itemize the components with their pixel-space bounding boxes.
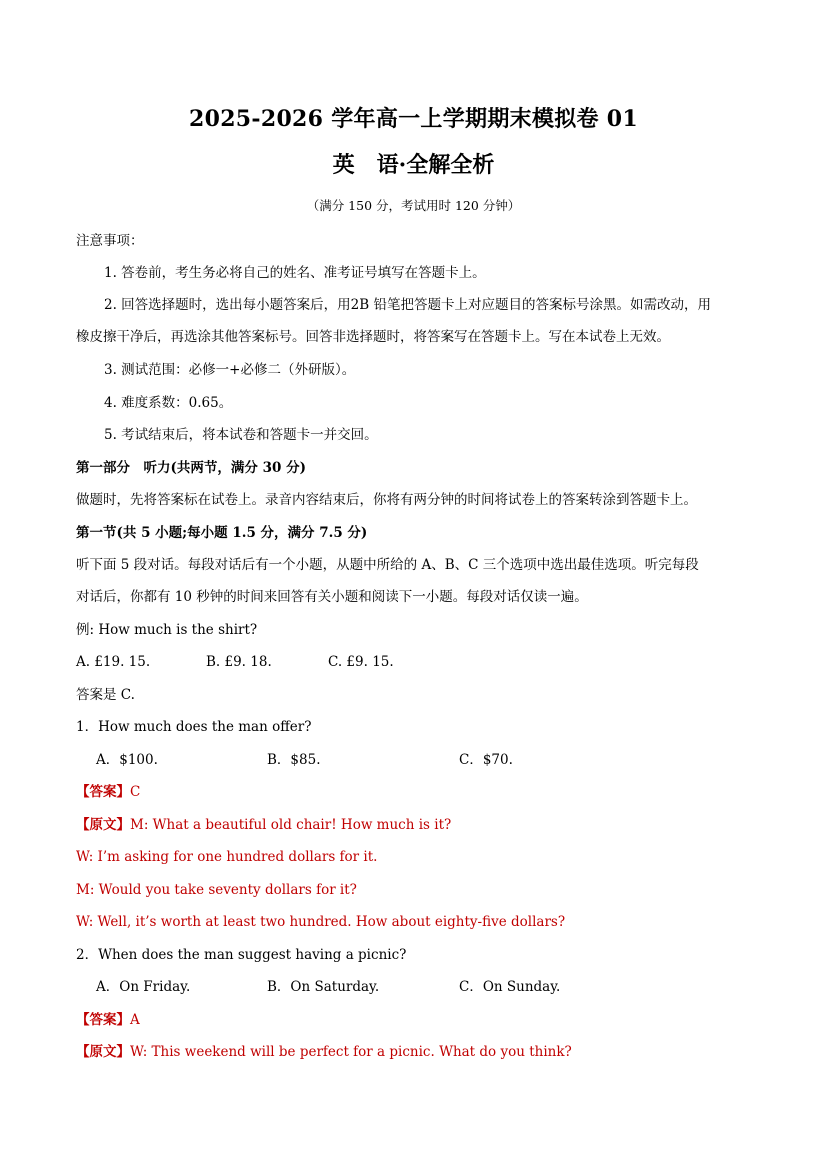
script-tag: 【原文】 (76, 817, 130, 833)
script-line (76, 815, 451, 835)
script-tag: 【原文】 (76, 1044, 130, 1060)
notes-heading: 注意事项： (76, 233, 144, 249)
question-stem: 1．How much does the man offer? (76, 719, 312, 735)
script-line (76, 1042, 572, 1062)
note-item: 2. 回答选择题时，选出每小题答案后，用2B 铅笔把答题卡上对应题目的答案标号涂黑。如需改动，用 (104, 297, 711, 313)
answer-tag: 【答案】 (76, 1012, 130, 1028)
page-title: 2025-2026 学年高一上学期期末模拟卷 01 (188, 106, 639, 132)
note-item-continued: 橡皮擦干净后，再选涂其他答案标号。回答非选择题时，将答案写在答题卡上。写在本试卷上无效。 (76, 329, 670, 345)
answer-line (76, 782, 140, 802)
part-instruction: 做题时，先将答案标在试卷上。录音内容结束后，你将有两分钟的时间将试卷上的答案转涂到答题卡上。 (76, 492, 697, 508)
script-text: M: What a beautiful old chair! How much is it? (130, 817, 452, 833)
note-item: 5. 考试结束后，将本试卷和答题卡一并交回。 (104, 427, 378, 443)
example-answer: 答案是 C. (76, 687, 135, 703)
example-option-a: A. £19. 15. (76, 654, 151, 670)
script-line: W: I’m asking for one hundred dollars for it. (76, 849, 378, 865)
question-option-a: A．On Friday. (96, 979, 191, 995)
example-option-b: B. £9. 18. (206, 654, 272, 670)
section-heading: 第一节(共 5 小题;每小题 1.5 分，满分 7.5 分) (76, 525, 368, 541)
answer-value: C (130, 784, 141, 800)
score-note: （满分 150 分，考试用时 120 分钟） (306, 198, 521, 213)
script-line: W: Well, it’s worth at least two hundred. How about eighty-five dollars? (76, 914, 566, 930)
question-option-b: B．$85. (267, 752, 321, 768)
script-text: W: This weekend will be perfect for a picnic. What do you think? (130, 1044, 572, 1060)
section-instruction: 对话后，你都有 10 秒钟的时间来回答有关小题和阅读下一小题。每段对话仅读一遍。 (76, 589, 588, 605)
script-line: M: Would you take seventy dollars for it? (76, 882, 357, 898)
example-option-c: C. £9. 15. (328, 654, 394, 670)
note-item: 1. 答卷前，考生务必将自己的姓名、准考证号填写在答题卡上。 (104, 265, 486, 281)
answer-line (76, 1010, 140, 1030)
page-subtitle: 英 语·全解全析 (332, 152, 495, 178)
answer-value: A (130, 1012, 140, 1028)
note-item: 4. 难度系数：0.65。 (104, 395, 233, 411)
question-option-c: C．$70. (459, 752, 513, 768)
question-option-c: C．On Sunday. (459, 979, 561, 995)
section-instruction: 听下面 5 段对话。每段对话后有一个小题，从题中所给的 A、B、C 三个选项中选出最佳选项。听完每段 (76, 557, 699, 573)
example-question: 例: How much is the shirt? (76, 622, 258, 638)
question-option-a: A．$100. (96, 752, 158, 768)
question-option-b: B．On Saturday. (267, 979, 380, 995)
question-stem: 2．When does the man suggest having a picnic? (76, 947, 407, 963)
part-heading: 第一部分 听力(共两节，满分 30 分) (76, 460, 306, 476)
note-item: 3. 测试范围：必修一+必修二（外研版）。 (104, 362, 356, 378)
answer-tag: 【答案】 (76, 784, 130, 800)
